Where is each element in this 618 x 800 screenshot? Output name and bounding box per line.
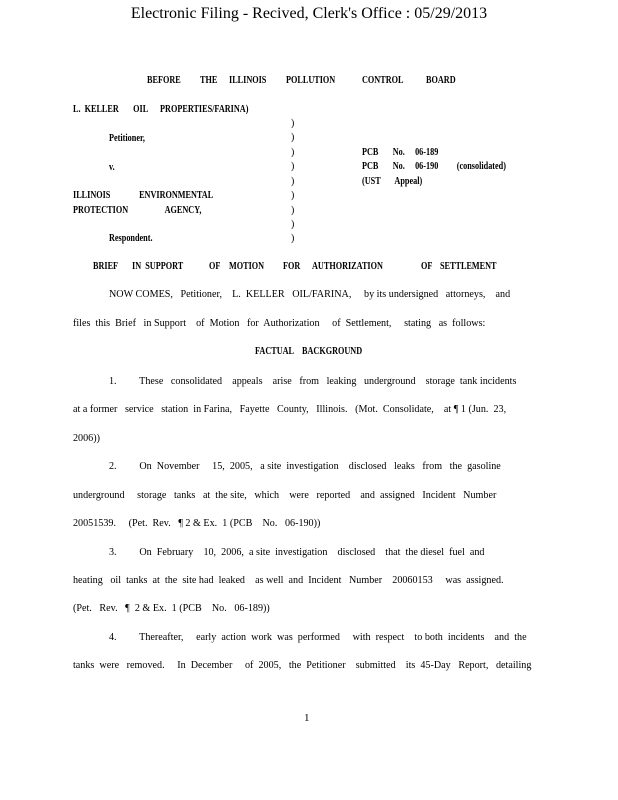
- caption-paren: ): [291, 147, 295, 158]
- heading-word: BEFORE: [147, 75, 181, 86]
- heading-word: CONTROL: [362, 75, 404, 86]
- heading-word: ILLINOIS: [229, 75, 267, 86]
- text-line: heating oil tanks at the site had leaked as well and Incident Number 20060153 was assigned.: [73, 574, 504, 586]
- caption-paren: ): [291, 161, 295, 172]
- caption-paren: ): [291, 205, 295, 216]
- text-line: (Pet. Rev. ¶ 2 & Ex. 1 (PCB No. 06-189)): [73, 602, 270, 614]
- caption-paren: ): [291, 132, 295, 143]
- text-line: 3. On February 10, 2006, a site investigation disclosed that the diesel fuel and: [109, 546, 485, 558]
- respondent-name-line2: PROTECTION AGENCY,: [73, 205, 202, 216]
- case-number-line1: PCB No. 06-189: [362, 147, 439, 158]
- caption-paren: ): [291, 176, 295, 187]
- text-line: tanks were removed. In December of 2005, the Petitioner submitted its 45-Day Report, detailing: [73, 659, 532, 671]
- case-number-line2: PCB No. 06-190 (consolidated): [362, 161, 506, 172]
- title-word: MOTION: [229, 261, 265, 272]
- respondent-role: Respondent.: [109, 233, 153, 244]
- text-line: 2006)): [73, 432, 100, 444]
- text-line: 20051539. (Pet. Rev. ¶ 2 & Ex. 1 (PCB No. 06-190)): [73, 517, 321, 529]
- title-word: AUTHORIZATION: [312, 261, 383, 272]
- caption-paren: ): [291, 233, 295, 244]
- text-line: 2. On November 15, 2005, a site investigation disclosed leaks from the gasoline: [109, 460, 501, 472]
- title-word: SETTLEMENT: [440, 261, 497, 272]
- respondent-name-line1: ILLINOIS ENVIRONMENTAL: [73, 190, 214, 201]
- heading-word: THE: [200, 75, 218, 86]
- caption-paren: ): [291, 219, 295, 230]
- caption-paren: ): [291, 118, 295, 129]
- petitioner-name: L. KELLER OIL PROPERTIES/FARINA): [73, 104, 249, 115]
- text-line: 1. These consolidated appeals arise from leaking underground storage tank incidents: [109, 375, 517, 387]
- versus: v.: [109, 162, 115, 173]
- section-word: BACKGROUND: [302, 346, 363, 357]
- caption-paren: ): [291, 190, 295, 201]
- title-word: FOR: [283, 261, 301, 272]
- heading-word: POLLUTION: [286, 75, 336, 86]
- title-word: BRIEF: [93, 261, 119, 272]
- petitioner-role: Petitioner,: [109, 133, 145, 144]
- heading-word: BOARD: [426, 75, 456, 86]
- filing-stamp: Electronic Filing - Recived, Clerk's Office : 05/29/2013: [130, 5, 488, 22]
- title-word: OF: [421, 261, 433, 272]
- case-type: (UST Appeal): [362, 176, 423, 187]
- text-line: underground storage tanks at the site, which were reported and assigned Incident Number: [73, 489, 497, 501]
- page-number: 1: [304, 712, 310, 724]
- text-line: files this Brief in Support of Motion for Authorization of Settlement, stating as follows:: [73, 317, 486, 329]
- section-word: FACTUAL: [255, 346, 295, 357]
- text-line: NOW COMES, Petitioner, L. KELLER OIL/FARINA, by its undersigned attorneys, and: [109, 288, 511, 300]
- title-word: IN SUPPORT: [132, 261, 184, 272]
- text-line: at a former service station in Farina, Fayette County, Illinois. (Mot. Consolidate, at ¶ 1 (Jun. 23,: [73, 403, 507, 415]
- text-line: 4. Thereafter, early action work was performed with respect to both incidents and the: [109, 631, 527, 643]
- title-word: OF: [209, 261, 221, 272]
